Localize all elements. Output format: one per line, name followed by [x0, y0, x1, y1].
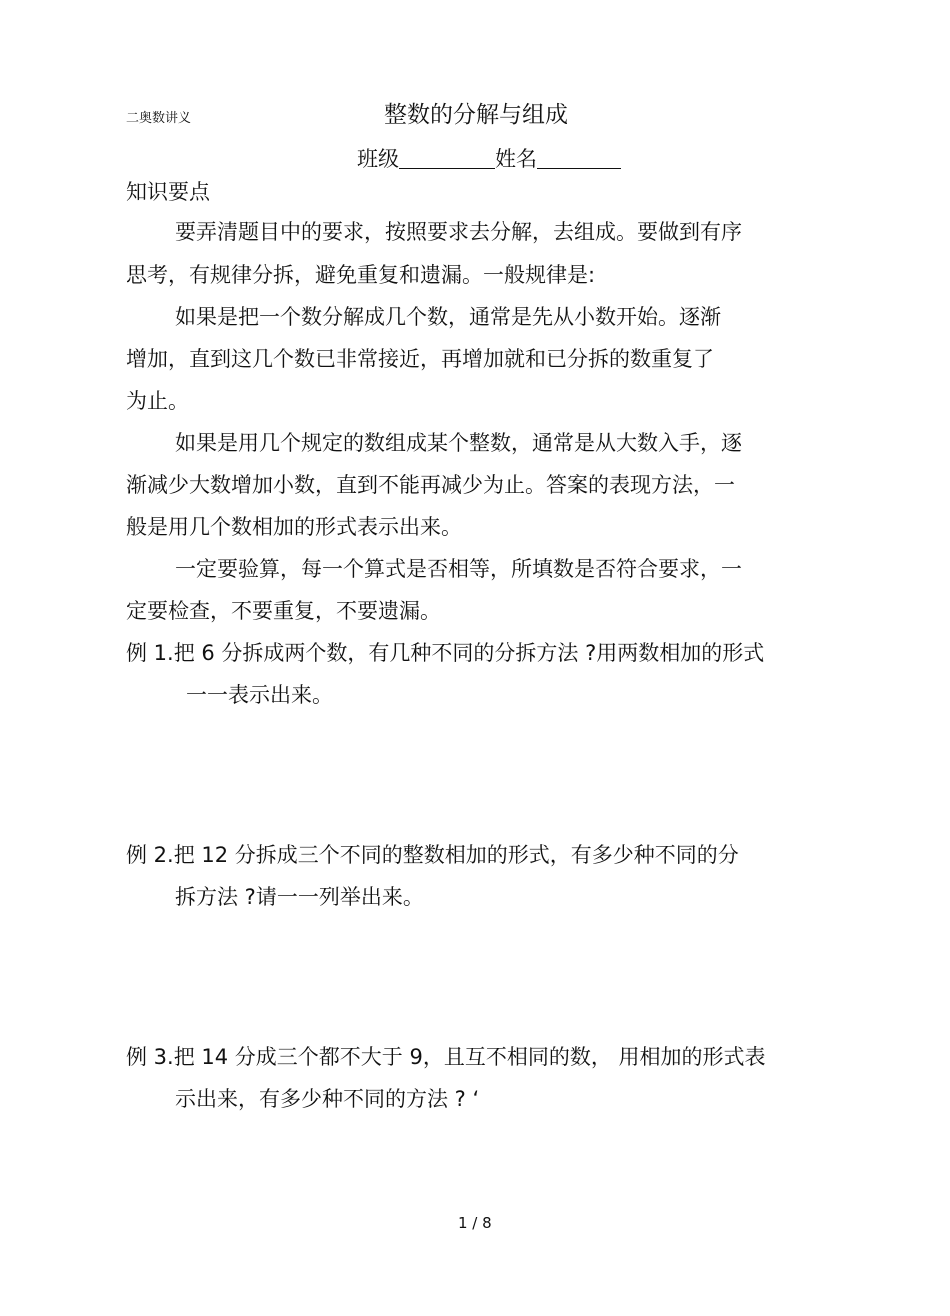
- class-label: 班级: [357, 147, 399, 171]
- knowledge-line: 如果是用几个规定的数组成某个整数，通常是从大数入手，逐: [175, 431, 742, 455]
- knowledge-heading: 知识要点: [126, 180, 210, 204]
- knowledge-line: 一定要验算，每一个算式是否相等，所填数是否符合要求，一: [175, 557, 742, 581]
- example-2-line-1: 例 2.把 12 分拆成三个不同的整数相加的形式，有多少种不同的分: [126, 843, 739, 867]
- example-2-line-2: 拆方法 ?请一一列举出来。: [175, 885, 424, 909]
- knowledge-line: 如果是把一个数分解成几个数，通常是先从小数开始。逐渐: [175, 305, 721, 329]
- name-label: 姓名: [495, 147, 537, 171]
- class-blank: [399, 148, 495, 169]
- example-1-line-1: 例 1.把 6 分拆成两个数，有几种不同的分拆方法 ?用两数相加的形式: [126, 641, 765, 665]
- series-label: 二奥数讲义: [126, 111, 192, 126]
- example-3-line-1: 例 3.把 14 分成三个都不大于 9，且互不相同的数， 用相加的形式表: [126, 1045, 766, 1069]
- knowledge-line: 渐减少大数增加小数，直到不能再减少为止。答案的表现方法，一: [126, 473, 735, 497]
- knowledge-line: 定要检查，不要重复，不要遗漏。: [126, 599, 441, 623]
- knowledge-line: 思考，有规律分拆，避免重复和遗漏。一般规律是:: [126, 263, 596, 287]
- page-number: 1 / 8: [458, 1214, 492, 1232]
- knowledge-line: 增加，直到这几个数已非常接近，再增加就和已分拆的数重复了: [126, 347, 714, 371]
- name-blank: [537, 148, 621, 169]
- example-3-line-2: 示出来，有多少种不同的方法 ? ‘: [175, 1087, 480, 1111]
- class-name-line: [357, 148, 621, 170]
- knowledge-line: 为止。: [126, 389, 189, 413]
- knowledge-line: 要弄清题目中的要求，按照要求去分解，去组成。要做到有序: [175, 220, 742, 244]
- page-title: 整数的分解与组成: [384, 102, 568, 128]
- knowledge-line: 般是用几个数相加的形式表示出来。: [126, 515, 462, 539]
- example-1-line-2: 一一表示出来。: [186, 683, 333, 707]
